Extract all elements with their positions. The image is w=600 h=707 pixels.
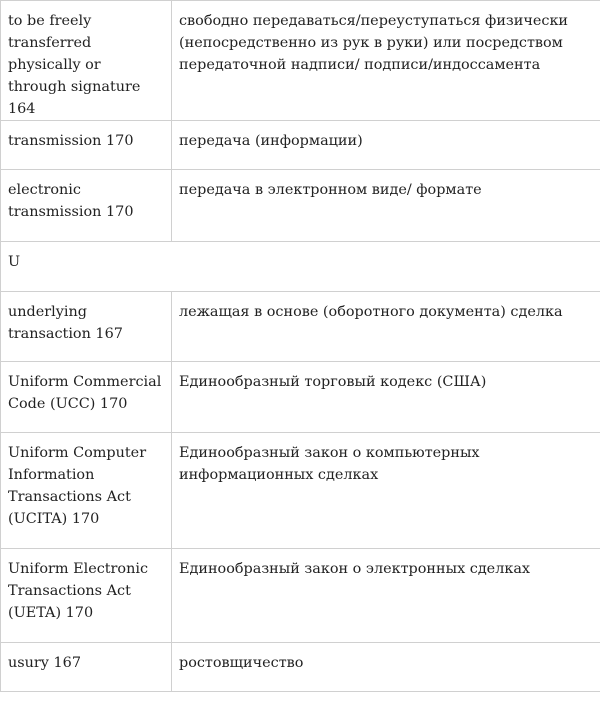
table-row (1, 242, 600, 292)
definition-cell: свободно передаваться/переуступаться физически (непосредственно из рук в руки) или посредством передаточной надписи/ подписи/индоссамента (172, 1, 600, 121)
definition-cell: Единообразный торговый кодекс (США) (172, 362, 600, 433)
term-cell: electronic transmission 170 (1, 170, 172, 242)
table-row (1, 549, 600, 643)
table-row (1, 292, 600, 362)
definition-cell: Единообразный закон о компьютерных информационных сделках (172, 433, 600, 549)
term-cell: Uniform Electronic Transactions Act (UETA) 170 (1, 549, 172, 643)
term-cell: Uniform Commercial Code (UCC) 170 (1, 362, 172, 433)
definition-cell: лежащая в основе (оборотного документа) сделка (172, 292, 600, 362)
table-row (1, 643, 600, 692)
table-row (1, 170, 600, 242)
term-cell: to be freely transferred physically or through signature 164 (1, 1, 172, 121)
definition-cell: ростовщичество (172, 643, 600, 692)
definition-cell: передача (информации) (172, 121, 600, 170)
term-cell: usury 167 (1, 643, 172, 692)
term-cell: transmission 170 (1, 121, 172, 170)
table-row (1, 121, 600, 170)
table-row (1, 362, 600, 433)
term-cell: underlying transaction 167 (1, 292, 172, 362)
term-cell: Uniform Computer Information Transactions Act (UCITA) 170 (1, 433, 172, 549)
table-row (1, 1, 600, 121)
definition-cell: передача в электронном виде/ формате (172, 170, 600, 242)
table-row (1, 433, 600, 549)
definition-cell: Единообразный закон о электронных сделках (172, 549, 600, 643)
section-letter: U (1, 242, 600, 292)
